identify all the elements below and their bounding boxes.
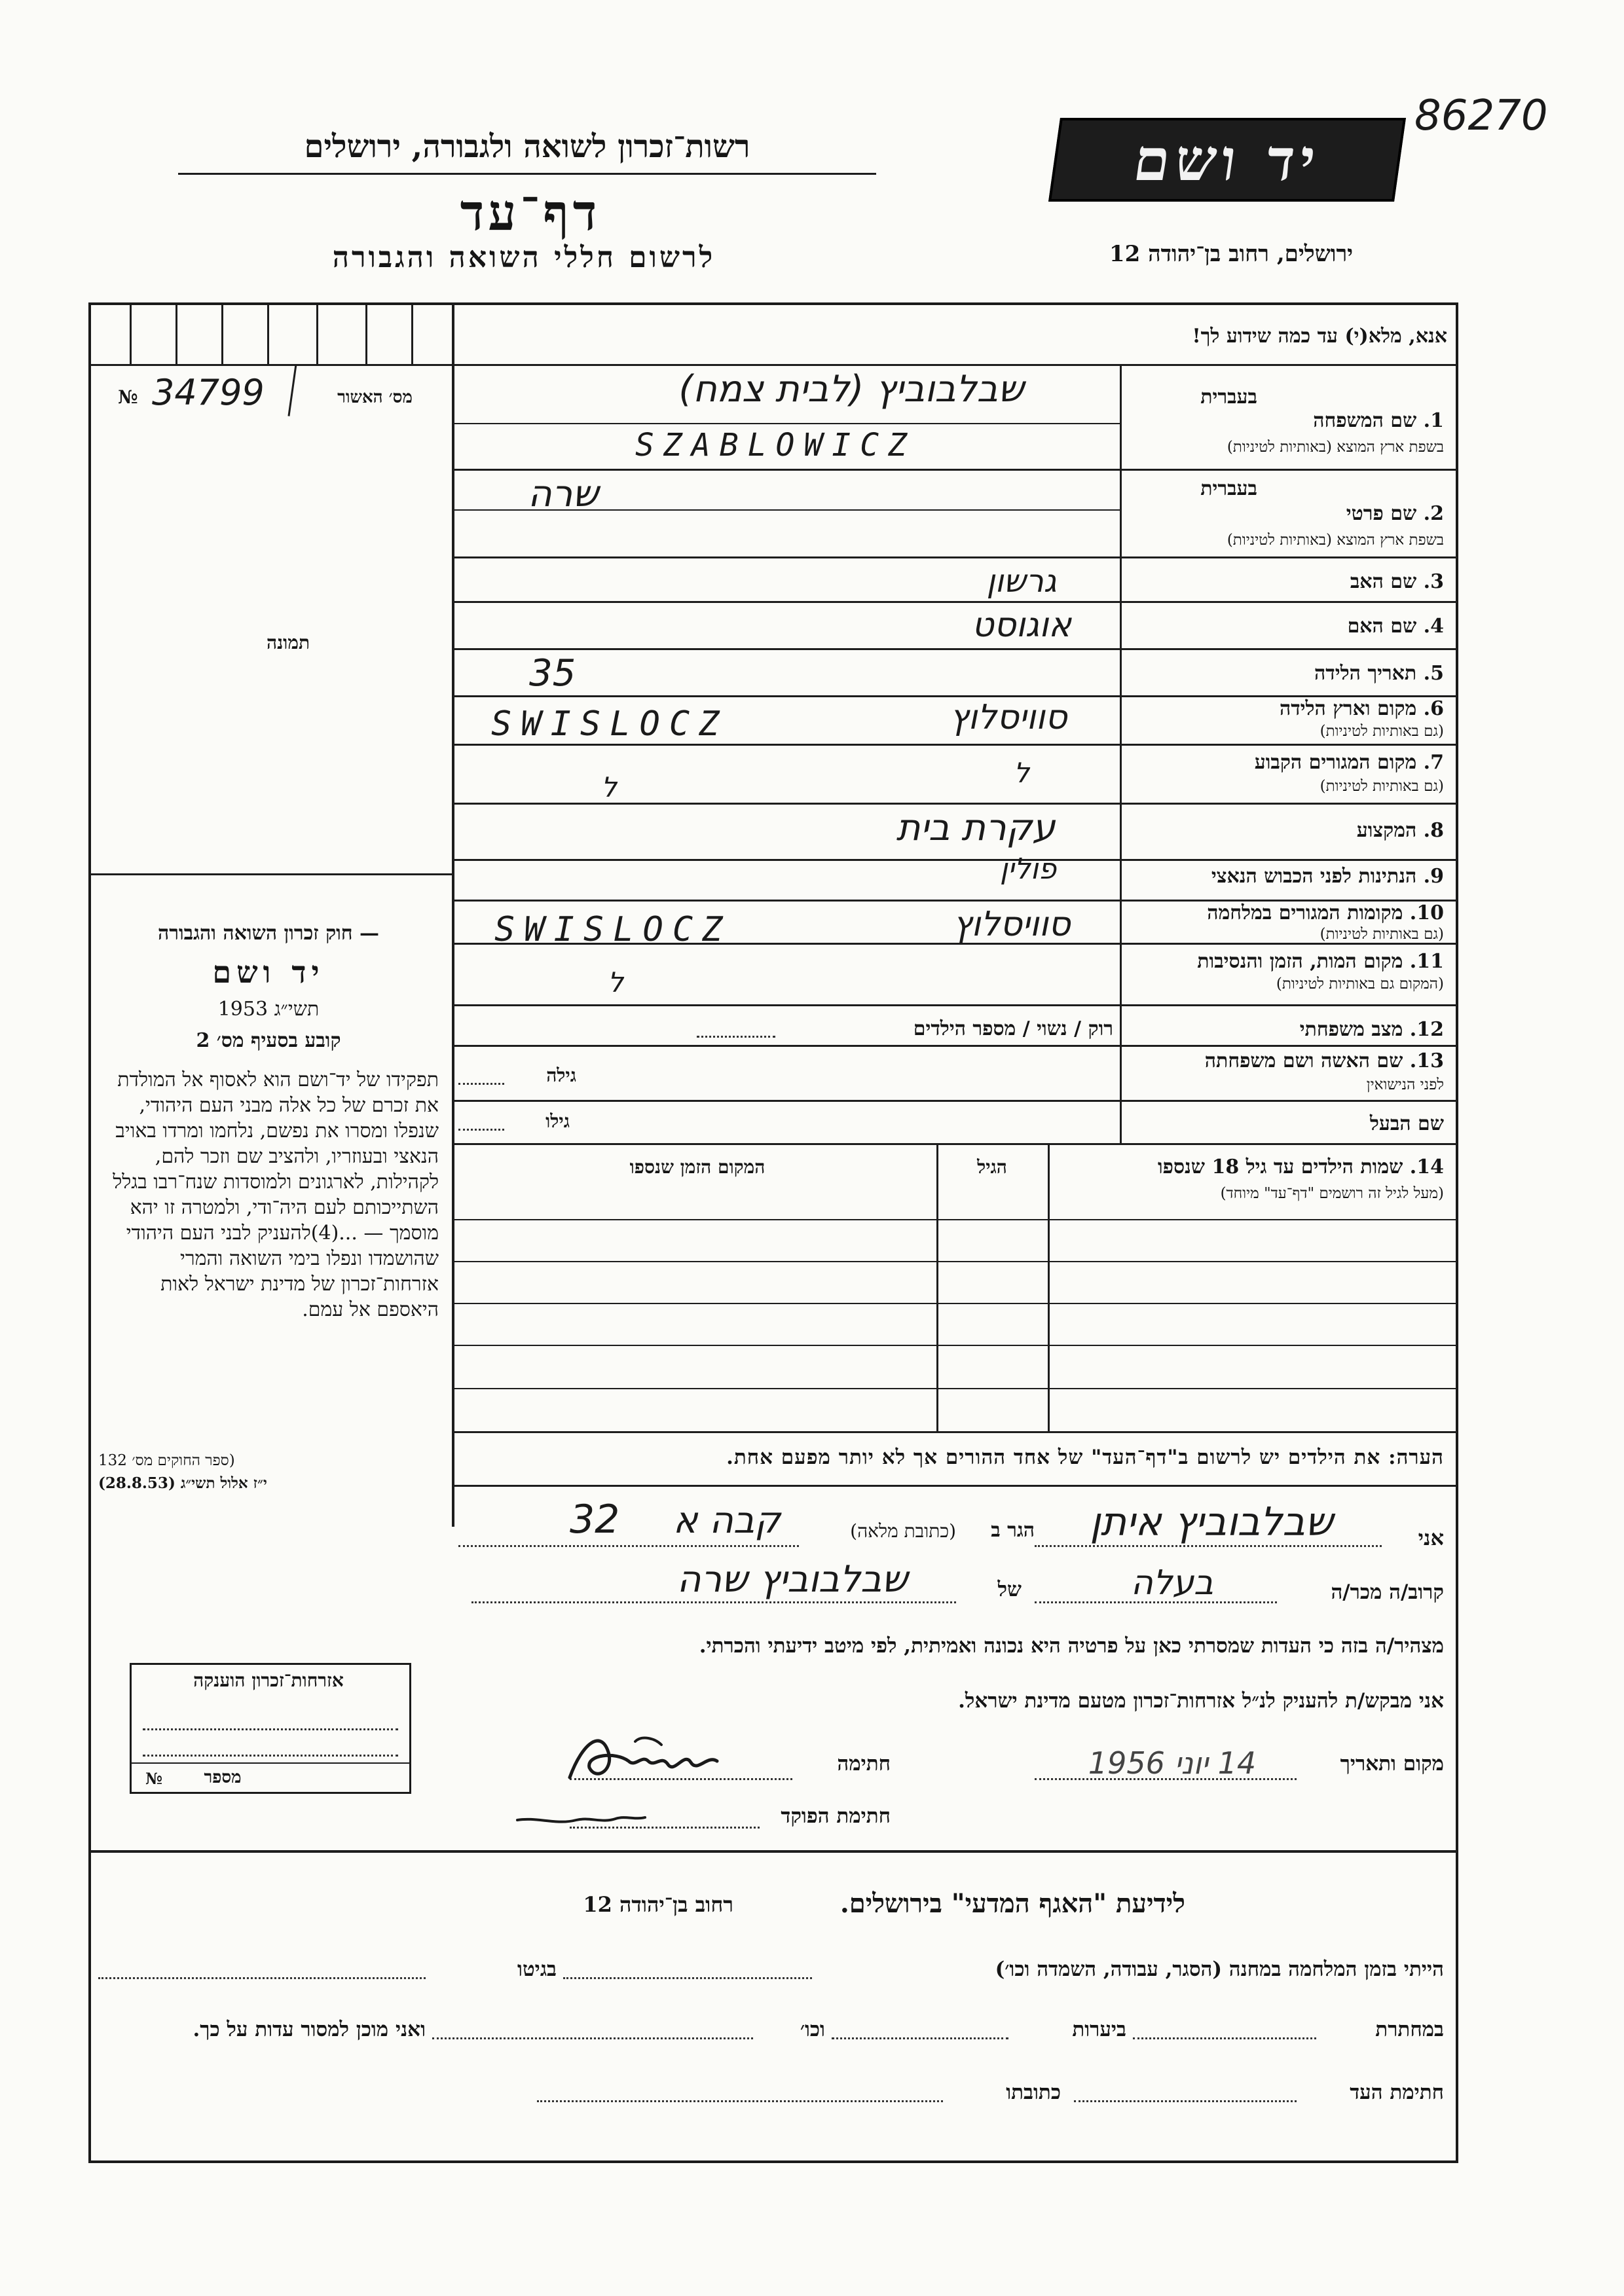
f14-row-line-1 bbox=[454, 1261, 1457, 1262]
f13-sub: לפני הנישואין bbox=[1366, 1076, 1444, 1093]
citizenship-number-line bbox=[131, 1762, 410, 1764]
f5-label: 5. תאריך הלידה bbox=[1314, 662, 1444, 685]
decl-place-date-label: מקום ותאריך bbox=[1340, 1752, 1444, 1776]
f10-hebrew-value: סוויסלוץ bbox=[953, 905, 1071, 944]
row-line-16 bbox=[454, 1143, 1457, 1145]
f14-place-col: המקום הזמן שנספו bbox=[629, 1156, 766, 1178]
decl-address-value: קבה א bbox=[673, 1499, 781, 1542]
f1-hebrew-tag: בעברית bbox=[1200, 386, 1257, 409]
f12-options: רוק / נשוי / מספר הילדים bbox=[913, 1017, 1113, 1040]
decl-date-line bbox=[1035, 1778, 1297, 1780]
decl-i-label: אני bbox=[1418, 1525, 1444, 1550]
f2-hebrew-tag: בעברית bbox=[1200, 477, 1257, 500]
law-reference: (ספר החוקים מס׳ 132 bbox=[98, 1452, 235, 1469]
f8-value: עקרת בית bbox=[896, 807, 1056, 849]
f11-value: ל bbox=[608, 966, 623, 998]
decl-address-number: 32 bbox=[570, 1497, 620, 1542]
f13-age-line bbox=[458, 1083, 504, 1085]
decl-resides-label: הגר ב bbox=[991, 1519, 1035, 1542]
citizenship-line-2 bbox=[143, 1755, 398, 1757]
citizenship-number-label: מספר bbox=[204, 1768, 242, 1787]
footer-line2-c: וכו׳ bbox=[800, 2018, 825, 2041]
law-section: קובע בסעיף מס׳ 2 bbox=[196, 1029, 341, 1052]
row-line-5 bbox=[454, 601, 1457, 603]
f9-label: 9. הנתינות לפני הכבוש הנאצי bbox=[1211, 865, 1444, 888]
f4-label: 4. שם האם bbox=[1347, 615, 1444, 638]
footer-line2-a: במחתרת bbox=[1375, 2018, 1444, 2041]
f2-sub: בשפת ארץ המוצא (באותיות לטיניות) bbox=[1227, 532, 1444, 549]
photo-box-bottom bbox=[90, 873, 452, 875]
f14-row-line-2 bbox=[454, 1303, 1457, 1304]
f14-label: 14. שמות הילדים עד גיל 18 שנספו bbox=[1157, 1156, 1444, 1178]
husband-age-line bbox=[458, 1129, 504, 1131]
footer-heading-address: רחוב בן־יהודה 12 bbox=[583, 1892, 733, 1917]
f5-value: 35 bbox=[529, 652, 576, 695]
decl-attest: מצהיר/ה בזה כי העדות שמסרתי כאן על פרטיה היא נכונה ואמיתית, לפי מיטב ידיעתי והכרתי. bbox=[699, 1634, 1444, 1658]
f10-sub: (גם באותיות לטיניות) bbox=[1320, 926, 1444, 943]
row-line-14 bbox=[454, 1045, 1457, 1047]
photo-label: תמונה bbox=[266, 632, 310, 653]
footer-line1-b: בגיטו bbox=[517, 1958, 557, 1981]
cert-no-value: 34799 bbox=[152, 372, 265, 413]
cert-no-label: מס׳ האשור bbox=[337, 388, 413, 407]
declarant-signature bbox=[557, 1715, 753, 1794]
law-title: — חוק זכרון השואה והגבורה bbox=[158, 922, 379, 945]
form-subtitle: לרשום חללי השואה והגבורה bbox=[332, 241, 716, 274]
f9-value: פולין bbox=[999, 852, 1057, 886]
footer-line1-dots-2 bbox=[98, 1977, 426, 1979]
f1-label: 1. שם המשפחה bbox=[1313, 409, 1444, 432]
decl-date-value: 14 יוני 1956 bbox=[1088, 1745, 1257, 1781]
decl-name-line bbox=[1035, 1545, 1382, 1547]
f2-value: שרה bbox=[528, 473, 599, 515]
cert-tick-boxes bbox=[90, 305, 452, 364]
decl-signature-label: חתימה bbox=[837, 1752, 891, 1776]
officer-signature bbox=[511, 1794, 661, 1840]
row-line-13 bbox=[454, 1004, 1457, 1006]
f6-latin-value: SWISLOCZ bbox=[491, 704, 729, 744]
law-year: תשי״ג 1953 bbox=[217, 998, 320, 1021]
decl-of-line bbox=[471, 1601, 956, 1603]
footer-line2-dots-3 bbox=[432, 2037, 753, 2039]
husband-label: שם הבעל bbox=[1369, 1112, 1444, 1135]
f6-label: 6. מקום וארץ הלידה bbox=[1279, 697, 1444, 720]
f14-bottom-line bbox=[454, 1431, 1457, 1433]
f1-hebrew-value: שבלבוביץ (לבית צמח) bbox=[678, 368, 1024, 410]
footer-line3-dots-1 bbox=[1074, 2100, 1297, 2102]
footer-line3-dots-2 bbox=[537, 2100, 943, 2102]
f10-latin-value: SWISLOCZ bbox=[494, 910, 732, 949]
f1-sub: בשפת ארץ המוצא (באותיות לטיניות) bbox=[1227, 439, 1444, 456]
husband-age-label: גילו bbox=[545, 1110, 570, 1132]
note-bottom-line bbox=[454, 1485, 1457, 1487]
f14-row-line-3 bbox=[454, 1345, 1457, 1346]
decl-name-value: שבלבוביץ איתן bbox=[1090, 1499, 1333, 1545]
f7-label: 7. מקום המגורים הקבוע bbox=[1254, 751, 1444, 774]
children-note: הערה: את הילדים יש לרשום ב"דף־העד" של אחד ההורים אך לא יותר מפעם אחת. bbox=[726, 1446, 1444, 1469]
authority-underline bbox=[178, 173, 876, 175]
f7-value: ל bbox=[1014, 757, 1029, 789]
footer-line2-dots-1 bbox=[1133, 2037, 1316, 2039]
row-line-15 bbox=[454, 1100, 1457, 1102]
f14-header-line bbox=[454, 1219, 1457, 1220]
fill-instruction: אנא, מלא(י) עד כמה שידוע לך! bbox=[1192, 325, 1447, 348]
f7-sub: (גם באותיות לטיניות) bbox=[1320, 778, 1444, 795]
f12-children-line bbox=[697, 1036, 775, 1038]
citizenship-number-sign: № bbox=[145, 1769, 163, 1788]
f11-label: 11. מקום המות, הזמן והנסיבות bbox=[1197, 950, 1444, 973]
f14-sub: (מעל לגיל זה רושמים "דף־עד" מיוחד) bbox=[1220, 1185, 1444, 1202]
label-column-border bbox=[1120, 364, 1122, 1143]
law-text: תפקידו של יד־ושם הוא לאסוף אל המולדת את זכרם של כל אלה מבני העם היהודי, שנפלו ומסרו את נפשם, נלחמו ומרדו באויב הנאצי ובעוזריו, ולהציב שם וזכר להם, לקהילות, לארגונים ולמוסדות שנח־רבו בגלל השתייכותם לעם היה־ודי, ולמטרה זו יהא מוסמך — ...(4)להעניק לבני העם היהודי שהושמדו ונפלו בימי השואה והמרי אזרחות־זכרון של מדינת ישראל לאות היאספם אל עמם. bbox=[113, 1068, 439, 1321]
f11-sub: (המקום גם באותיות לטיניות) bbox=[1276, 975, 1444, 993]
f4-value: אוגוסט bbox=[972, 606, 1071, 645]
decl-address-hint: (כתובת מלאה) bbox=[850, 1520, 956, 1542]
decl-address-line bbox=[458, 1545, 799, 1547]
archive-stamp-number: 86270 bbox=[1414, 92, 1548, 140]
f12-label: 12. מצב משפחתי bbox=[1299, 1018, 1444, 1041]
footer-heading: לידיעת "האגף המדעי" בירושלים. bbox=[840, 1888, 1185, 1919]
footer-line2-b: ביערות bbox=[1072, 2018, 1126, 2041]
decl-of-value: שבלבוביץ שרה bbox=[676, 1558, 908, 1601]
footer-line2-dots-2 bbox=[832, 2037, 1008, 2039]
row-line-2 bbox=[454, 469, 1457, 471]
footer-line3-a: חתימת העד bbox=[1350, 2081, 1444, 2104]
footer-line3-b: כתובתו bbox=[1006, 2081, 1061, 2104]
footer-line2-d: ואני מוכן למסור עדות על כך. bbox=[193, 2018, 426, 2041]
decl-relation-value: בעלה bbox=[1130, 1563, 1214, 1603]
yad-vashem-logo bbox=[1048, 118, 1406, 202]
footer-line1-dots-1 bbox=[563, 1977, 812, 1979]
form-title: דף־עד bbox=[460, 183, 601, 242]
f10-label: 10. מקומות המגורים במלחמה bbox=[1207, 902, 1444, 924]
header-address: ירושלים, רחוב בן־יהודה 12 bbox=[1109, 241, 1354, 267]
f1-latin-value: SZABLOWICZ bbox=[635, 427, 916, 464]
f7-value-ditto: ל bbox=[601, 771, 617, 803]
row-line-4 bbox=[454, 556, 1457, 558]
f3-value: גרשון bbox=[986, 563, 1057, 600]
row-line-8 bbox=[454, 744, 1457, 746]
f8-label: 8. המקצוע bbox=[1356, 819, 1444, 842]
law-brand: יד ושם bbox=[212, 955, 325, 990]
row-line-1 bbox=[454, 423, 1120, 424]
footer-line1-a: הייתי בזמן המלחמה במחנה (הסגר, עבודה, השמדה וכו׳) bbox=[995, 1958, 1444, 1981]
logo-text: יד ושם bbox=[1129, 126, 1325, 194]
footer-top-line bbox=[90, 1850, 1457, 1853]
authority-title: רשות־זכרון לשואה ולגבורה, ירושלים bbox=[304, 128, 750, 165]
f13-label: 13. שם האשה ושם משפחתה bbox=[1204, 1049, 1444, 1072]
f14-age-col: הגיל bbox=[977, 1156, 1007, 1178]
left-column-border bbox=[452, 302, 454, 1527]
f6-sub: (גם באותיות לטיניות) bbox=[1320, 723, 1444, 740]
citizenship-box-title: אזרחות־זכרון הוענקה bbox=[193, 1669, 344, 1691]
decl-officer-label: חתימת הפוקד bbox=[781, 1804, 891, 1828]
decl-of-label: של bbox=[997, 1578, 1022, 1601]
f2-label: 2. שם פרטי bbox=[1346, 502, 1444, 525]
law-reference-date: י״ז אלול תשי״ג (28.8.53) bbox=[98, 1474, 267, 1492]
row-line-6 bbox=[454, 648, 1457, 650]
f14-row-line-4 bbox=[454, 1388, 1457, 1389]
f3-label: 3. שם האב bbox=[1350, 570, 1444, 593]
f13-age-label: גילה bbox=[546, 1065, 576, 1086]
f6-hebrew-value: סוויסלוץ bbox=[950, 698, 1067, 737]
citizenship-line-1 bbox=[143, 1728, 398, 1730]
decl-request: אני מבקש/ת להעניק לנ״ל אזרחות־זכרון מטעם מדינת ישראל. bbox=[958, 1689, 1444, 1713]
decl-relation-line bbox=[1035, 1601, 1277, 1603]
cert-no-sign: № bbox=[118, 386, 138, 408]
decl-relation-label: קרוב/ה מכר/ה bbox=[1331, 1580, 1444, 1604]
